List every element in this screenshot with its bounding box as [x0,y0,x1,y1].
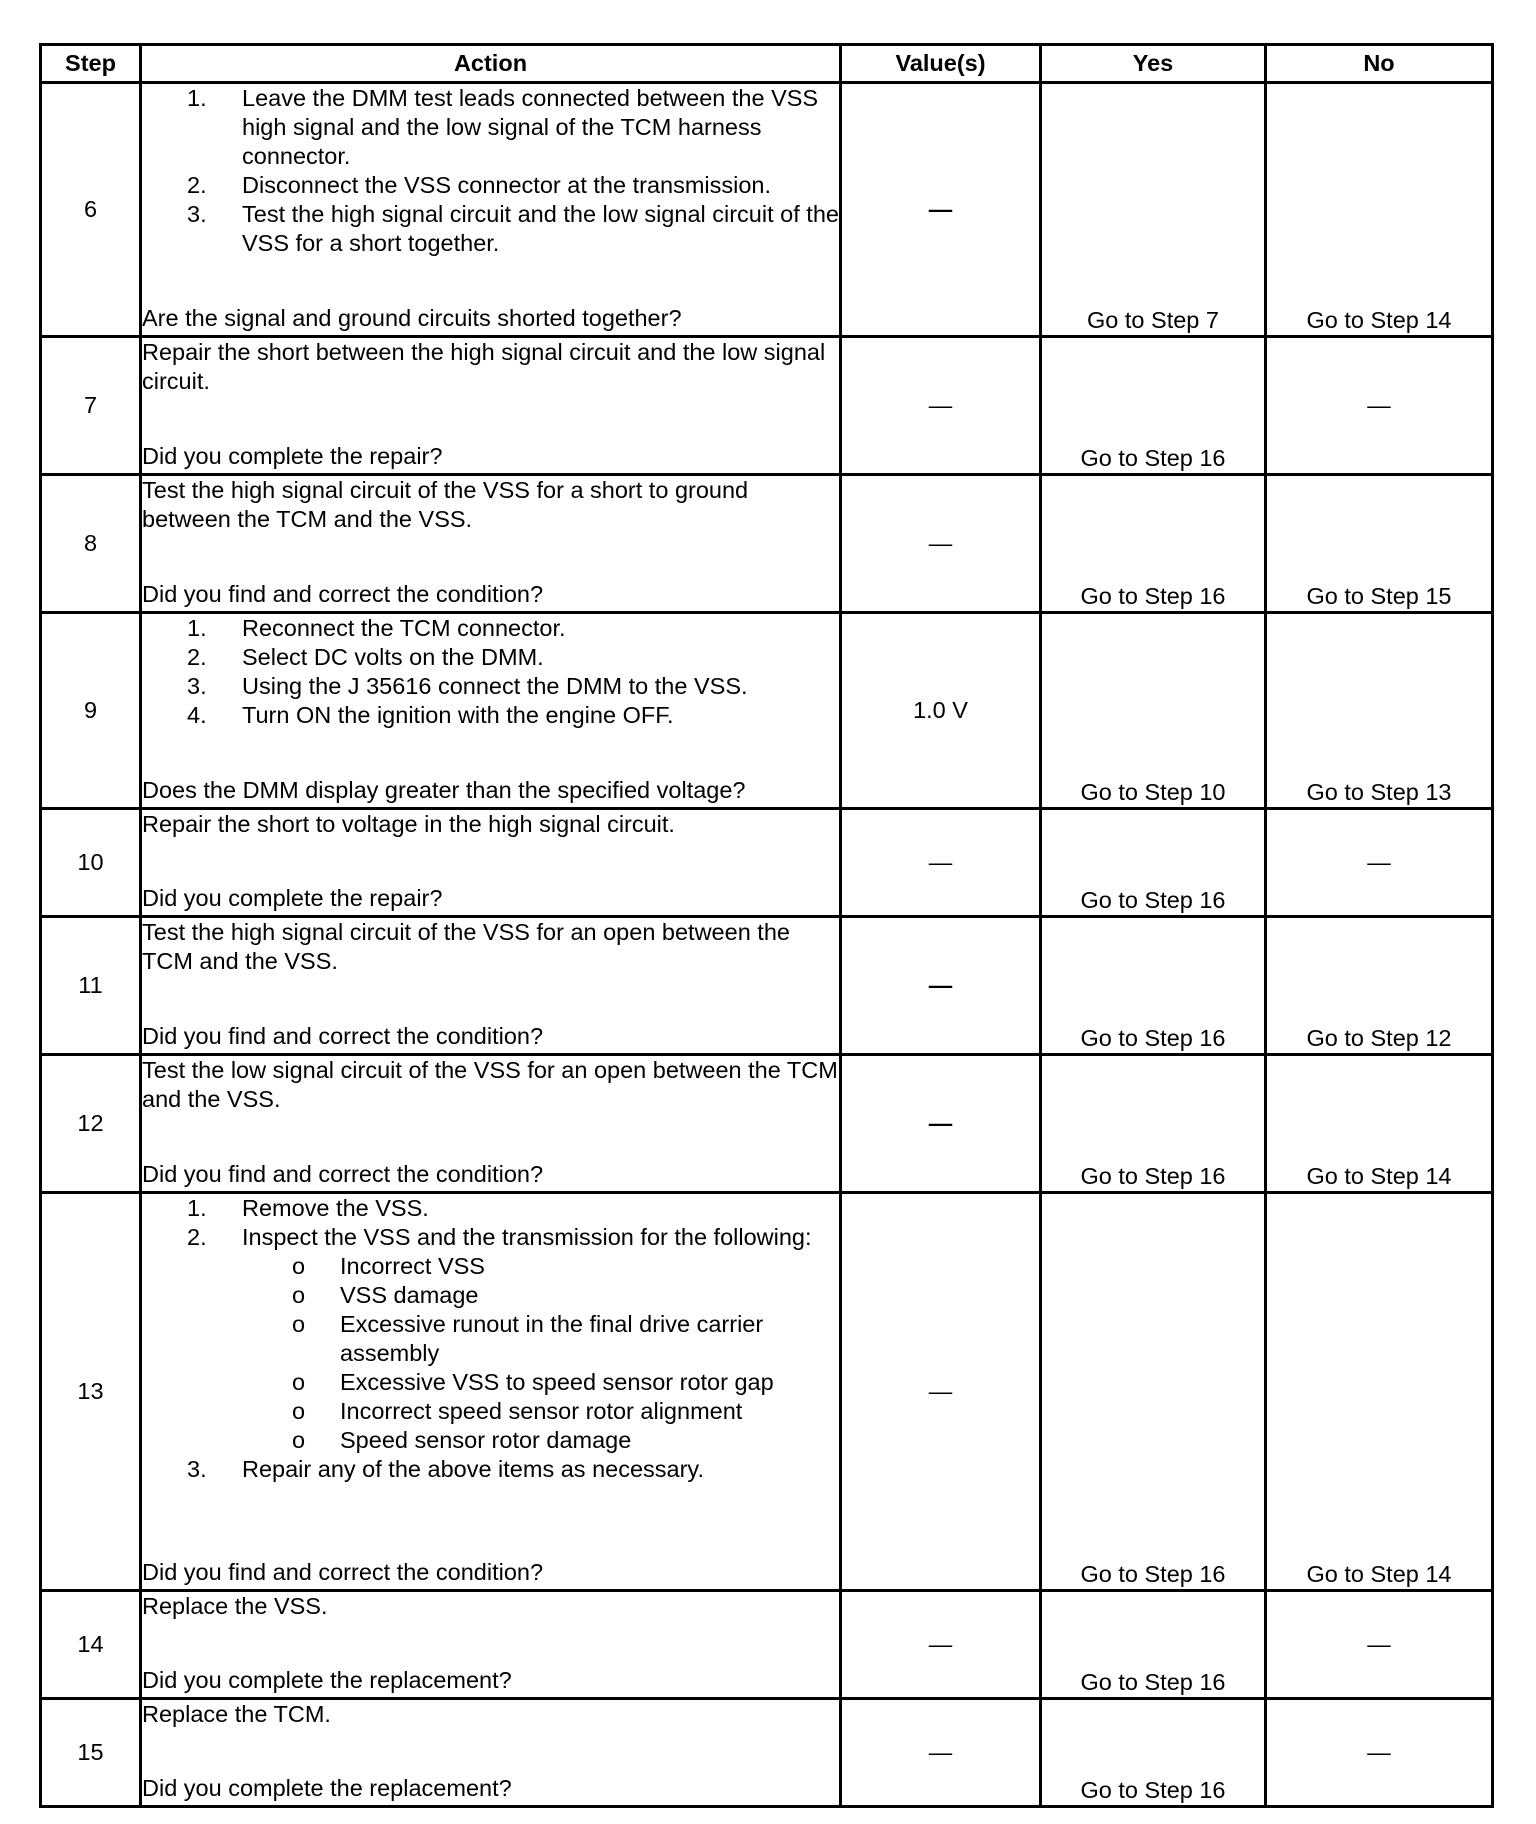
procedure-item: 1. Reconnect the TCM connector. [187,615,566,641]
question-text: Does the DMM display greater than the specified voltage? [142,777,746,803]
header-no: No [1266,45,1493,83]
action-cell [141,1193,841,1591]
procedure-list [142,1194,839,1484]
question-text: Are the signal and ground circuits shorted together? [142,305,682,331]
action-text: Test the high signal circuit of the VSS for a short to ground between the TCM and the VSS. [142,477,749,532]
bullet-icon: o [292,1398,306,1424]
bullet-icon: o [292,1369,306,1395]
no-cell: Go to Step 12 [1266,917,1493,1055]
no-cell: Go to Step 14 [1266,1193,1493,1591]
table-row [41,613,1493,809]
question-text: Did you find and correct the condition? [142,1559,544,1585]
header-action: Action [141,45,841,83]
question-text: Did you complete the repair? [142,885,443,911]
step-number: 12 [41,1055,141,1193]
table-row [41,1055,1493,1193]
step-number: 15 [41,1699,141,1807]
no-cell: — [1266,1699,1493,1807]
no-cell: Go to Step 13 [1266,613,1493,809]
action-cell [141,917,841,1055]
no-cell: — [1266,337,1493,475]
inspection-list [242,1252,839,1455]
action-cell [141,613,841,809]
value-cell: — [841,1055,1041,1193]
procedure-item: 3. Test the high signal circuit and the low signal circuit of the VSS for a short together. [187,201,839,256]
table-row [41,1591,1493,1699]
procedure-item: 2. Select DC volts on the DMM. [187,644,544,670]
yes-cell: Go to Step 10 [1041,613,1266,809]
yes-cell: Go to Step 7 [1041,83,1266,337]
step-number: 8 [41,475,141,613]
no-cell: Go to Step 14 [1266,1055,1493,1193]
action-text: Repair the short to voltage in the high signal circuit. [142,811,675,837]
action-text: Test the high signal circuit of the VSS for an open between the TCM and the VSS. [142,919,790,974]
procedure-item: 4. Turn ON the ignition with the engine OFF. [187,702,674,728]
step-number: 10 [41,809,141,917]
step-number: 14 [41,1591,141,1699]
value-cell: — [841,1699,1041,1807]
no-cell: Go to Step 14 [1266,83,1493,337]
step-number: 9 [41,613,141,809]
step-number: 13 [41,1193,141,1591]
bullet-icon: o [292,1253,306,1279]
table-row [41,1193,1493,1591]
action-cell [141,83,841,337]
no-cell: Go to Step 15 [1266,475,1493,613]
value-cell: — [841,1591,1041,1699]
question-text: Did you find and correct the condition? [142,581,544,607]
yes-cell: Go to Step 16 [1041,809,1266,917]
yes-cell: Go to Step 16 [1041,1591,1266,1699]
no-cell: — [1266,809,1493,917]
procedure-list [142,614,839,730]
inspection-item: o Excessive runout in the final drive carrier assembly [292,1311,764,1366]
table-row [41,83,1493,337]
yes-cell: Go to Step 16 [1041,1193,1266,1591]
action-cell [141,1591,841,1699]
step-number: 11 [41,917,141,1055]
yes-cell: Go to Step 16 [1041,337,1266,475]
procedure-item: 2. Disconnect the VSS connector at the transmission. [187,172,772,198]
value-cell: — [841,83,1041,337]
procedure-list [142,84,839,258]
inspection-item: o Incorrect speed sensor rotor alignment [292,1398,743,1424]
step-number: 7 [41,337,141,475]
table-row [41,917,1493,1055]
yes-cell: Go to Step 16 [1041,1055,1266,1193]
inspection-item: o Speed sensor rotor damage [292,1427,632,1453]
diagnostic-table [39,43,1494,1808]
value-cell: — [841,809,1041,917]
value-cell: — [841,475,1041,613]
question-text: Did you complete the replacement? [142,1775,512,1801]
question-text: Did you find and correct the condition? [142,1023,544,1049]
procedure-item: 3. Using the J 35616 connect the DMM to the VSS. [187,673,748,699]
table-row [41,475,1493,613]
yes-cell: Go to Step 16 [1041,1699,1266,1807]
value-cell: — [841,917,1041,1055]
no-cell: — [1266,1591,1493,1699]
yes-cell: Go to Step 16 [1041,475,1266,613]
bullet-icon: o [292,1282,306,1308]
value-cell: — [841,1193,1041,1591]
header-yes: Yes [1041,45,1266,83]
header-step: Step [41,45,141,83]
table-row [41,337,1493,475]
question-text: Did you complete the repair? [142,443,443,469]
header-row [41,45,1493,83]
value-cell: — [841,337,1041,475]
inspection-item: o Incorrect VSS [292,1253,485,1279]
step-number: 6 [41,83,141,337]
value-cell: 1.0 V [841,613,1041,809]
table-row [41,1699,1493,1807]
action-text: Replace the VSS. [142,1593,328,1619]
question-text: Did you complete the replacement? [142,1667,512,1693]
action-cell [141,1699,841,1807]
bullet-icon: o [292,1427,306,1453]
action-cell [141,337,841,475]
action-cell [141,1055,841,1193]
inspection-item: o Excessive VSS to speed sensor rotor gap [292,1369,774,1395]
yes-cell: Go to Step 16 [1041,917,1266,1055]
action-cell [141,475,841,613]
action-text: Repair the short between the high signal circuit and the low signal circuit. [142,339,826,394]
procedure-item: 3. Repair any of the above items as necessary. [187,1456,704,1482]
procedure-item: 1. Remove the VSS. [187,1195,429,1221]
question-text: Did you find and correct the condition? [142,1161,544,1187]
action-text: Test the low signal circuit of the VSS for an open between the TCM and the VSS. [142,1057,838,1112]
procedure-item: 2. Inspect the VSS and the transmission for the following: o Incorrect VSS o VSS damage o Excessive runout in the final drive carrier assembly o Excessive VSS to speed sensor rotor gap o Incorrect speed sensor rotor alignment o Speed sensor rotor damage [142,1223,839,1455]
table-row [41,809,1493,917]
action-cell [141,809,841,917]
action-text: Replace the TCM. [142,1701,331,1727]
bullet-icon: o [292,1311,306,1337]
procedure-item: 1. Leave the DMM test leads connected between the VSS high signal and the low signal of the TCM harness connector. [187,85,819,169]
header-values: Value(s) [841,45,1041,83]
inspection-item: o VSS damage [292,1282,479,1308]
